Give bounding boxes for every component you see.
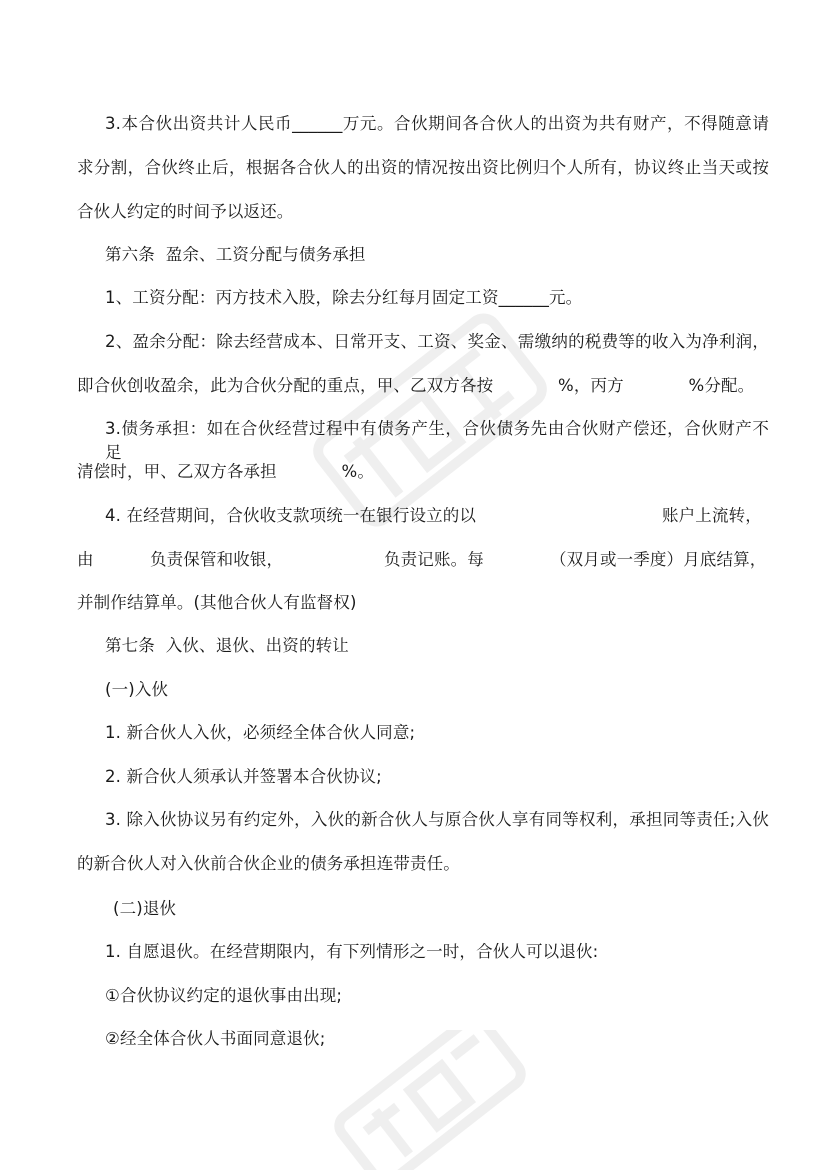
paragraph-line: 即合伙创收盈余，此为合伙分配的重点，甲、乙双方各按 %，丙方 %分配。 bbox=[77, 376, 755, 395]
text-span: 4. 在经营期间，合伙收支款项统一在银行设立的以 bbox=[105, 506, 477, 525]
paragraph-line: 并制作结算单。(其他合伙人有监督权) bbox=[77, 593, 357, 612]
article-heading: 第六条 盈余、工资分配与债务承担 bbox=[105, 245, 366, 264]
list-item: 1. 新合伙人入伙，必须经全体合伙人同意; bbox=[105, 723, 416, 742]
paragraph-line: 1、工资分配：丙方技术入股，除去分红每月固定工资______元。 bbox=[105, 288, 583, 307]
text-span: 账户上流转， bbox=[662, 506, 762, 525]
section-heading: (一)入伙 bbox=[105, 680, 169, 699]
paragraph-line: 2、盈余分配：除去经营成本、日常开支、工资、奖金、需缴纳的税费等的收入为净利润， bbox=[105, 332, 769, 351]
list-item: ①合伙协议约定的退伙事由出现; bbox=[105, 986, 343, 1005]
article-heading: 第七条 入伙、退伙、出资的转让 bbox=[105, 636, 349, 655]
paragraph-line: 3.本合伙出资共计人民币______万元。合伙期间各合伙人的出资为共有财产，不得随意请 bbox=[105, 114, 769, 133]
text-span: 负责保管和收银， bbox=[150, 550, 284, 569]
paragraph-line: 的新合伙人对入伙前合伙企业的债务承担连带责任。 bbox=[77, 854, 460, 873]
paragraph-line bbox=[77, 504, 769, 528]
paragraph-line: 3. 除入伙协议另有约定外，入伙的新合伙人与原合伙人享有同等权利，承担同等责任;入伙 bbox=[105, 810, 769, 829]
list-item: ②经全体合伙人书面同意退伙; bbox=[105, 1029, 326, 1048]
text-span: （双月或一季度）月底结算， bbox=[550, 550, 767, 569]
text-span: 由 bbox=[77, 550, 94, 569]
section-heading: (二)退伙 bbox=[113, 899, 177, 918]
paragraph-line: 合伙人约定的时间予以返还。 bbox=[77, 202, 294, 221]
watermark-seal-bottom bbox=[330, 1030, 530, 1170]
paragraph-line: 3.债务承担：如在合伙经营过程中有债务产生，合伙债务先由合伙财产偿还，合伙财产不足 bbox=[105, 419, 769, 462]
paragraph-line: 求分割，合伙终止后，根据各合伙人的出资的情况按出资比例归个人所有，协议终止当天或按 bbox=[77, 158, 769, 177]
paragraph-line: 清偿时，甲、乙双方各承担 %。 bbox=[77, 462, 375, 481]
list-item: 1. 自愿退伙。在经营期限内，有下列情形之一时，合伙人可以退伙: bbox=[105, 942, 599, 961]
text-span: 负责记账。每 bbox=[384, 550, 484, 569]
paragraph-line bbox=[77, 548, 769, 572]
list-item: 2. 新合伙人须承认并签署本合伙协议; bbox=[105, 767, 382, 786]
